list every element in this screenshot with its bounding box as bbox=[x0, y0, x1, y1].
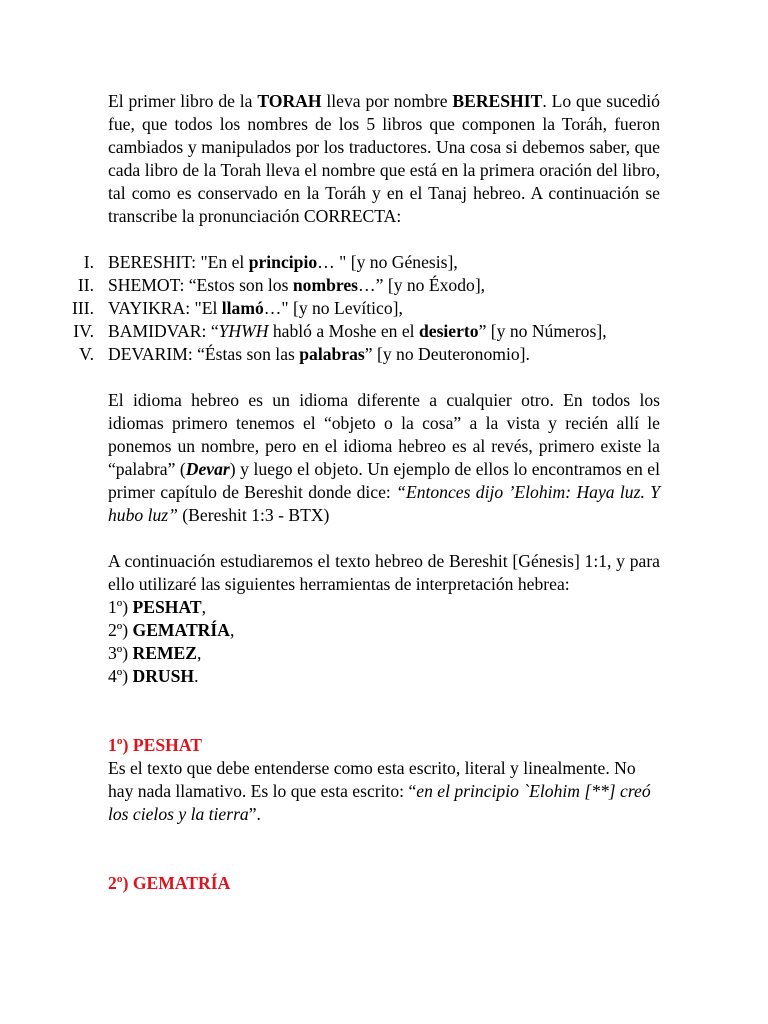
torah-term: TORAH bbox=[257, 91, 322, 111]
document-body bbox=[72, 90, 660, 895]
list-number: II. bbox=[77, 275, 94, 295]
hebrew-text-2: ) y luego el objeto. Un ejemplo de ellos lo encontramos en el primer capítulo de Bereshit donde dice: bbox=[108, 459, 660, 502]
book-keyword: palabras bbox=[299, 344, 365, 364]
genesis-quote: “Entonces dijo ’Elohim: Haya luz. Y hubo luz” bbox=[108, 482, 660, 525]
book-text: VAYIKRA: "El bbox=[108, 298, 222, 318]
list-item bbox=[108, 665, 660, 688]
peshat-paragraph bbox=[108, 757, 660, 826]
hebrew-paragraph bbox=[108, 389, 660, 527]
book-keyword: nombres bbox=[292, 275, 359, 295]
hebrew-text-1: El idioma hebreo es un idioma diferente a cualquier otro. En todos los idiomas primero tenemos el “objeto o la cosa” a la vista y recién allí le ponemos un nombre, pero en el idioma hebreo es al revés, primero existe la “palabra” ( bbox=[108, 390, 660, 479]
book-keyword: llamó bbox=[221, 298, 264, 318]
book-text-end: …” [y no Éxodo], bbox=[358, 275, 486, 295]
list-item bbox=[83, 251, 660, 274]
tool-name: REMEZ bbox=[132, 643, 198, 663]
book-text-end: …" [y no Levítico], bbox=[263, 298, 403, 318]
list-item bbox=[108, 642, 660, 665]
tool-punct: , bbox=[201, 597, 207, 617]
bereshit-term: BERESHIT bbox=[452, 91, 543, 111]
list-number: III. bbox=[72, 298, 94, 318]
book-text: DEVARIM: “Éstas son las bbox=[108, 344, 300, 364]
intro-text-2: lleva por nombre bbox=[321, 91, 453, 111]
list-number: IV. bbox=[73, 321, 94, 341]
tools-list bbox=[108, 596, 660, 688]
hebrew-text-3: (Bereshit 1:3 - BTX) bbox=[177, 505, 330, 525]
gematria-heading: 2º) GEMATRÍA bbox=[108, 873, 231, 893]
book-text-end: … " [y no Génesis], bbox=[317, 252, 458, 272]
intro-text-3: . Lo que sucedió fue, que todos los nombres de los 5 libros que componen la Toráh, fueron cambiados y manipulados por los traductores. Una cosa si debemos saber, que cada libro de la Torah lleva el nombre que está en la primera oración del libro, tal como es conservado en la Toráh y en el Tanaj hebreo. A continuación se transcribe la pronunciación CORRECTA: bbox=[108, 91, 660, 226]
tool-punct: , bbox=[197, 643, 202, 663]
tool-punct: , bbox=[229, 620, 235, 640]
devar-term: Devar bbox=[185, 459, 230, 479]
intro-paragraph bbox=[108, 90, 660, 228]
tool-number: 3º) bbox=[108, 643, 133, 663]
list-number: V. bbox=[79, 344, 94, 364]
tool-number: 2º) bbox=[108, 620, 133, 640]
tool-name: DRUSH bbox=[132, 666, 195, 686]
peshat-text-1: Es el texto que debe entenderse como esta escrito, literal y linealmente. No hay nada llamativo. Es lo que esta escrito: “ bbox=[108, 758, 636, 801]
book-text-end: ” [y no Números], bbox=[478, 321, 607, 341]
book-text: BAMIDVAR: “ bbox=[108, 321, 219, 341]
yhwh-term: YHWH bbox=[218, 321, 269, 341]
list-number: I. bbox=[83, 252, 94, 272]
book-text: BERESHIT: "En el bbox=[108, 252, 249, 272]
book-text-mid: habló a Moshe en el bbox=[268, 321, 419, 341]
tool-name: PESHAT bbox=[132, 597, 202, 617]
study-paragraph: A continuación estudiaremos el texto hebreo de Bereshit [Génesis] 1:1, y para ello utilizaré las siguientes herramientas de interpretación hebrea: bbox=[108, 551, 660, 594]
book-keyword: desierto bbox=[418, 321, 479, 341]
book-text-end: ” [y no Deuteronomio]. bbox=[364, 344, 530, 364]
tool-number: 1º) bbox=[108, 597, 133, 617]
list-item bbox=[79, 343, 660, 366]
tool-name: GEMATRÍA bbox=[132, 620, 230, 640]
tool-number: 4º) bbox=[108, 666, 133, 686]
book-keyword: principio bbox=[248, 252, 318, 272]
books-list bbox=[72, 251, 660, 366]
list-item bbox=[72, 297, 660, 320]
peshat-text-2: ”. bbox=[248, 804, 261, 824]
peshat-quote: en el principio `Elohim [**] creó los cielos y la tierra bbox=[108, 781, 651, 824]
book-text: SHEMOT: “Estos son los bbox=[108, 275, 293, 295]
intro-text-1: El primer libro de la bbox=[108, 91, 258, 111]
list-item bbox=[73, 320, 660, 343]
list-item bbox=[77, 274, 660, 297]
list-item bbox=[108, 596, 660, 619]
tool-punct: . bbox=[194, 666, 199, 686]
peshat-heading: 1º) PESHAT bbox=[108, 735, 202, 755]
list-item bbox=[108, 619, 660, 642]
